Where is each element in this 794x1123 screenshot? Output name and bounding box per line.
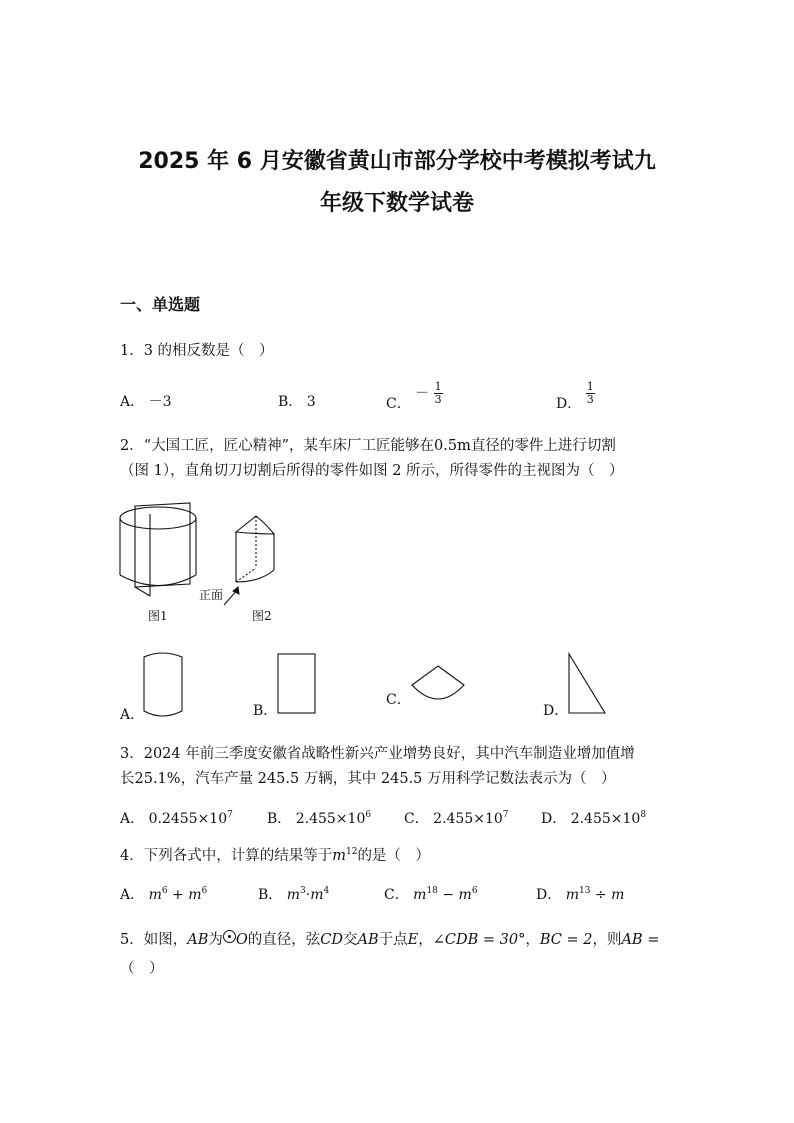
- q3-c-base: 2.455×10: [433, 811, 503, 827]
- q3-option-b: [267, 808, 371, 828]
- q4-d-op: ÷: [590, 887, 612, 903]
- q4-d-exp1: 13: [578, 886, 591, 896]
- q1-stem: 1．3 的相反数是（ ）: [120, 343, 274, 359]
- front-arrow: [222, 585, 242, 607]
- q5-text-3: 的直径，弦: [247, 932, 321, 948]
- q5-text-4: 交: [343, 932, 358, 948]
- q4-d-term2: m: [611, 887, 625, 903]
- q5-ab: AB: [187, 932, 209, 948]
- q5-text-1: 5．如图，: [120, 932, 188, 948]
- q3-a-base: 0.2455×10: [148, 811, 228, 827]
- q1-option-d: [556, 380, 595, 412]
- q1-d-fraction: [586, 381, 595, 406]
- page-title: [100, 141, 694, 225]
- q1-d-denominator: 3: [586, 393, 594, 406]
- front-label: 正面: [199, 588, 224, 602]
- q5-bc: BC = 2: [539, 932, 593, 948]
- q4-a-exp2: 6: [201, 886, 208, 896]
- q1-b-value: 3: [306, 394, 316, 410]
- q3-option-d: [541, 808, 646, 828]
- q4-d-label: D．: [536, 887, 562, 903]
- q5-cd: CD: [320, 932, 343, 948]
- figure-1-cylinder-cut: [115, 498, 210, 603]
- q4-b-term2: m: [310, 887, 324, 903]
- q5-text-8: ，则: [592, 932, 622, 948]
- q4-d-term1: m: [565, 887, 579, 903]
- q4-stem-var: m: [332, 848, 346, 864]
- figure-2-cut-piece: [232, 512, 282, 587]
- q2-option-b-label: B．: [253, 703, 278, 719]
- section-heading: 一、单选题: [120, 295, 201, 314]
- q1-c-sign: －: [415, 385, 430, 402]
- q4-stem-exp: 12: [345, 847, 358, 857]
- q1-d-numerator: 1: [586, 380, 594, 393]
- q3-b-label: B．: [267, 811, 292, 827]
- figure-2-label: 图2: [252, 609, 272, 623]
- q1-option-b: [278, 391, 316, 411]
- q1-d-label: D．: [556, 395, 582, 412]
- q3-c-exp: 7: [502, 810, 509, 820]
- q1-option-c: [386, 380, 443, 412]
- q1-b-label: B．: [278, 394, 303, 410]
- q1-c-numerator: 1: [434, 380, 442, 393]
- q1-a-value: －3: [148, 394, 172, 410]
- q1-c-denominator: 3: [434, 393, 442, 406]
- q4-b-exp1: 3: [300, 886, 306, 896]
- q4-a-term1: m: [148, 887, 162, 903]
- q3-d-label: D．: [541, 811, 567, 827]
- q3-a-exp: 7: [227, 810, 233, 820]
- q5-angle: ∠CDB = 30°: [432, 932, 526, 948]
- q3-line-1: 3．2024 年前三季度安徽省战略性新兴产业增势良好，其中汽车制造业增加值增: [120, 746, 635, 762]
- q2-option-b-shape: [277, 653, 317, 715]
- q2-option-a-shape: [142, 649, 184, 721]
- q4-c-exp2: 6: [471, 886, 478, 896]
- q5-text-2: 为: [208, 932, 223, 948]
- q4-option-c: [384, 884, 478, 904]
- q1-c-fraction: [434, 381, 443, 406]
- q4-b-label: B．: [258, 887, 283, 903]
- q2-option-d-label: D．: [543, 703, 569, 719]
- q1-c-label: C．: [386, 395, 411, 412]
- q5-point-e: E: [407, 932, 419, 948]
- q4-a-op: +: [167, 887, 189, 903]
- q4-stem-post: 的是（ ）: [357, 848, 430, 864]
- q2-option-c-shape: [410, 665, 466, 705]
- q1-a-label: A．: [120, 394, 145, 410]
- q3-option-c: [404, 808, 509, 828]
- q3-b-base: 2.455×10: [295, 811, 366, 827]
- title-line-1: 2025 年 6 月安徽省黄山市部分学校中考模拟考试九: [138, 149, 656, 174]
- q5-ab-2: AB: [357, 932, 379, 948]
- figure-1-label: 图1: [148, 609, 168, 623]
- q5-circle-o: O: [235, 932, 248, 948]
- q4-stem: [120, 843, 430, 870]
- q4-c-exp1: 18: [426, 886, 438, 896]
- q4-a-term2: m: [188, 887, 202, 903]
- q4-a-label: A．: [120, 887, 145, 903]
- q5-text-6: ，: [418, 932, 433, 948]
- q4-option-a: [120, 884, 207, 904]
- title-line-2: 年级下数学试卷: [319, 191, 474, 216]
- q3-d-base: 2.455×10: [570, 811, 641, 827]
- q5-text-5: 于点: [378, 932, 408, 948]
- q2-line-1: 2．“大国工匠，匠心精神”，某车床厂工匠能够在0.5m直径的零件上进行切割: [120, 438, 616, 454]
- q2-option-c-label: C．: [386, 692, 411, 708]
- q4-b-op: ·: [305, 887, 311, 903]
- q3-option-a: [120, 808, 233, 828]
- q4-option-d: [536, 884, 624, 904]
- odot-symbol: [223, 930, 236, 943]
- q4-option-b: [258, 884, 329, 904]
- q4-c-term1: m: [413, 887, 427, 903]
- q5-text-7: ，: [525, 932, 540, 948]
- q4-stem-pre: 4．下列各式中，计算的结果等于: [120, 848, 333, 864]
- q4-c-op: −: [437, 887, 459, 903]
- q2-option-d-shape: [567, 653, 607, 715]
- q3-a-label: A．: [120, 811, 145, 827]
- q1-option-a: [120, 391, 172, 411]
- q4-b-exp2: 4: [323, 886, 330, 896]
- q3-d-exp: 8: [640, 810, 647, 820]
- q3-line-2: 长25.1%，汽车产量 245.5 万辆，其中 245.5 万用科学记数法表示为（ ）: [120, 771, 616, 787]
- q4-b-term1: m: [286, 887, 301, 903]
- q3-b-exp: 6: [365, 810, 372, 820]
- q5-ab-3: AB =: [621, 932, 660, 948]
- q5-line-2: （ ）: [120, 961, 164, 977]
- q4-a-exp1: 6: [161, 886, 168, 896]
- q2-option-a-label: A．: [120, 707, 145, 723]
- q3-c-label: C．: [404, 811, 429, 827]
- q5-line-1: [120, 927, 659, 954]
- q2-line-2: （图 1），直角切刀切割后所得的零件如图 2 所示，所得零件的主视图为（ ）: [120, 463, 624, 479]
- q4-c-label: C．: [384, 887, 409, 903]
- q4-c-term2: m: [458, 887, 472, 903]
